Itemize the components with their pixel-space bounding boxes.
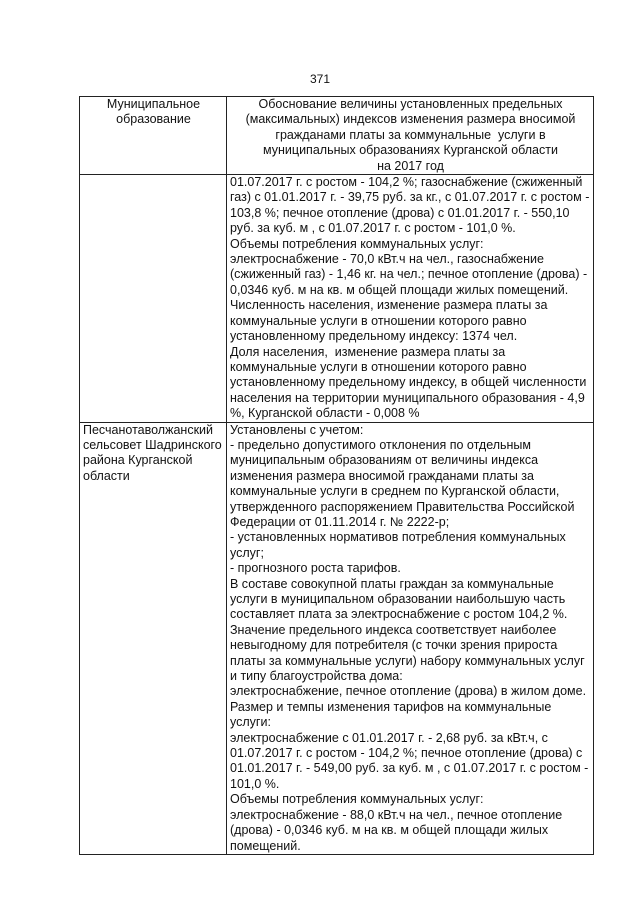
table-row xyxy=(80,422,594,854)
table-header-row xyxy=(80,97,594,175)
header-municipality: Муниципальное образование xyxy=(80,97,227,175)
municipality-cell: Песчанотаволжанский сельсовет Шадринского района Курганской области xyxy=(80,422,227,854)
justification-cell: 01.07.2017 г. с ростом - 104,2 %; газоснабжение (сжиженный газ) с 01.01.2017 г. - 39,75 руб. за кг., с 01.07.2017 г. с ростом - 103,8 %; печное отопление (дрова) с 01.01.2017 г. - 550,10 руб. за куб. м , с 01.07.2017 г. с ростом - 101,0 %. Объемы потребления коммунальных услуг: электроснабжение - 70,0 кВт.ч на чел., газоснабжение (сжиженный газ) - 1,46 кг. на чел.; печное отопление (дрова) - 0,0346 куб. м на кв. м общей площади жилых помещений. Численность населения, изменение размера платы за коммунальные услуги в отношении которого равно установленному предельному индексу: 1374 чел. Доля населения, изменение размера платы за коммунальные услуги в отношении которого равно установленному предельному индексу, в общей численности населения на территории муниципального образования - 4,9 %, Курганской области - 0,008 % xyxy=(227,175,594,423)
justification-cell: Установлены с учетом: - предельно допустимого отклонения по отдельным муниципальным образованиям от величины индекса изменения размера вносимой гражданами платы за коммунальные услуги в среднем по Курганской области, утвержденного распоряжением Правительства Российской Федерации от 01.11.2014 г. № 2222-р; - установленных нормативов потребления коммунальных услуг; - прогнозного роста тарифов. В составе совокупной платы граждан за коммунальные услуги в муниципальном образовании наибольшую часть составляет плата за электроснабжение с ростом 104,2 %. Значение предельного индекса соответствует наиболее невыгодному для потребителя (с точки зрения прироста платы за коммунальные услуги) набору коммунальных услуг и типу благоустройства дома: электроснабжение, печное отопление (дрова) в жилом доме. Размер и темпы изменения тарифов на коммунальные услуги: электроснабжение с 01.01.2017 г. - 2,68 руб. за кВт.ч, с 01.07.2017 г. с ростом - 104,2 %; печное отопление (дрова) с 01.01.2017 г. - 549,00 руб. за куб. м , с 01.07.2017 г. с ростом - 101,0 %. Объемы потребления коммунальных услуг: электроснабжение - 88,0 кВт.ч на чел., печное отопление (дрова) - 0,0346 куб. м на кв. м общей площади жилых помещений. xyxy=(227,422,594,854)
municipality-cell xyxy=(80,175,227,423)
header-justification: Обоснование величины установленных предельных (максимальных) индексов изменения размера вносимой гражданами платы за коммунальные услуги в муниципальных образованиях Курганской области на 2017 год xyxy=(227,97,594,175)
page-number: 371 xyxy=(309,72,331,86)
justification-table xyxy=(79,96,594,855)
table-row xyxy=(80,175,594,423)
